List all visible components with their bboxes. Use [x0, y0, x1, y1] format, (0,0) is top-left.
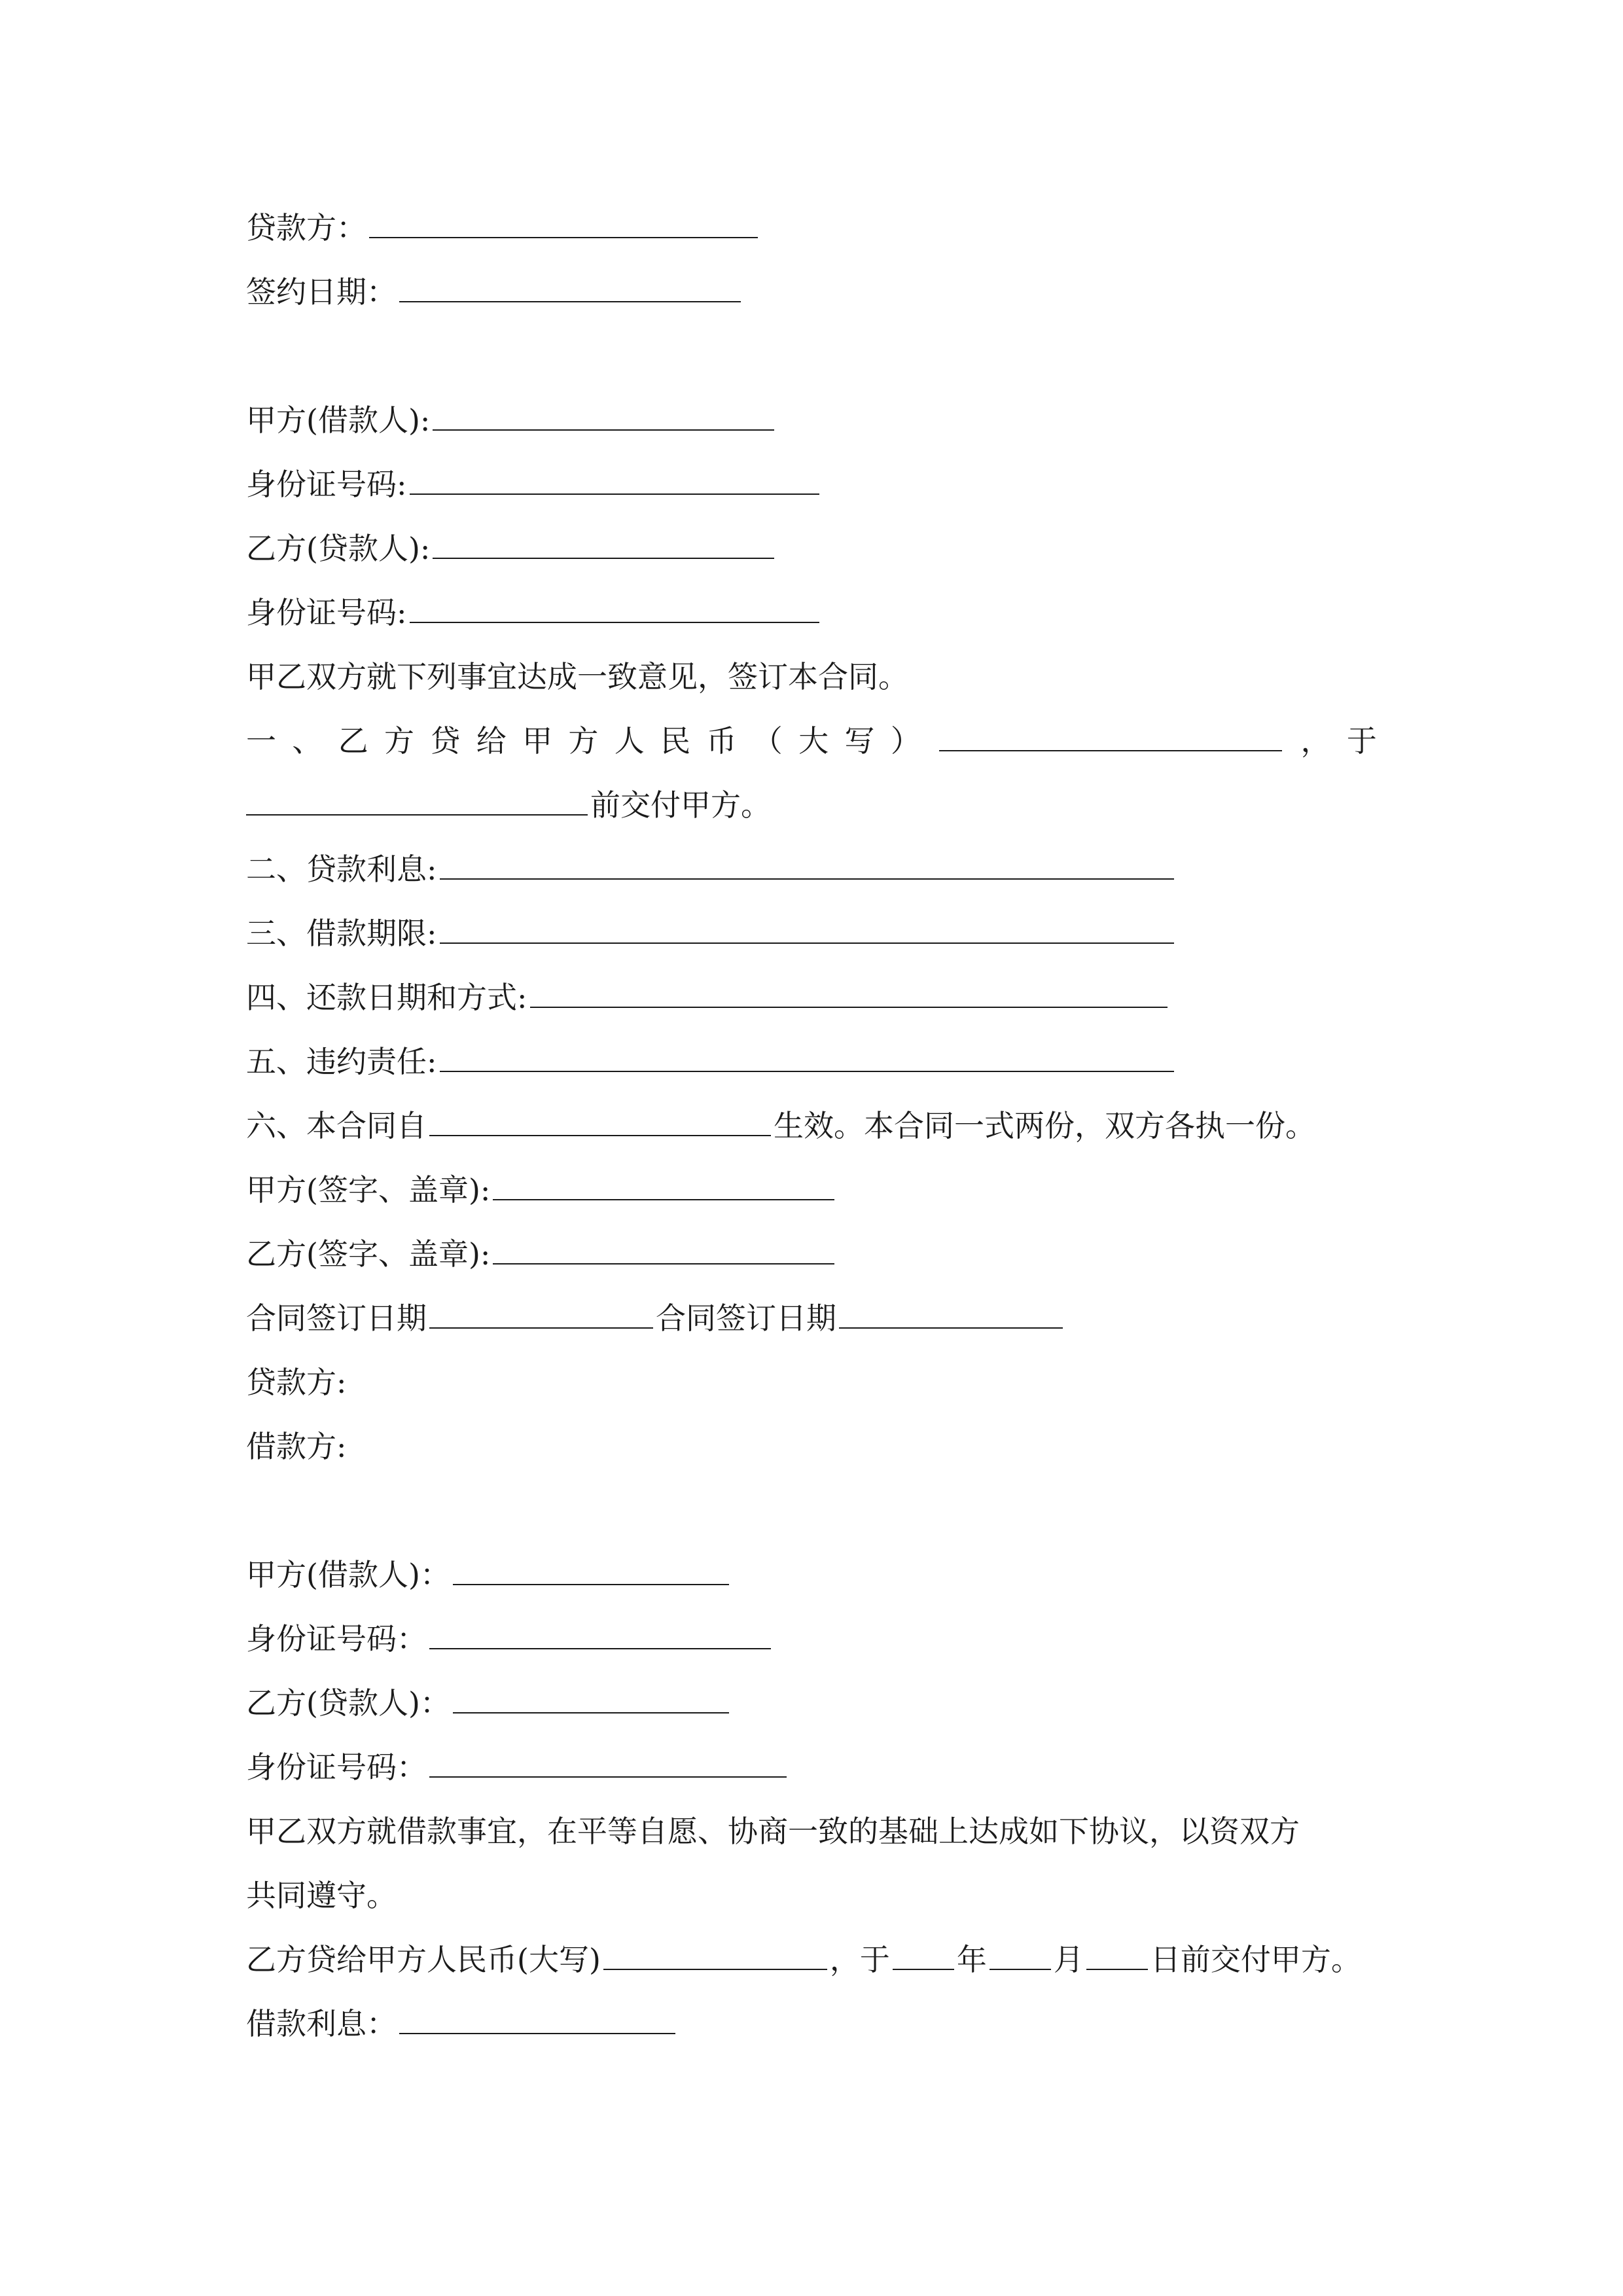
intro-line-2	[246, 1806, 1300, 1856]
loan-year-field[interactable]	[893, 1943, 954, 1970]
clause-1-char: 贷	[430, 723, 461, 759]
intro-text: 甲乙双方就下列事宜达成一致意见，签订本合同。	[246, 659, 908, 694]
sign-date-line	[246, 267, 743, 317]
clause-6-end: 生效。本合同一式两份，双方各执一份。	[774, 1108, 1315, 1143]
loan-month-field[interactable]	[990, 1943, 1051, 1970]
loan-label: 乙方贷给甲方人民币(大写)	[246, 1942, 601, 1977]
loan-year-label: 年	[956, 1942, 987, 1977]
party-a-label: 甲方(借款人)：	[246, 1557, 450, 1592]
clause-1-char: 方	[568, 723, 599, 759]
party-b-id-line	[246, 588, 822, 637]
clause-1-amount-field[interactable]	[939, 724, 1282, 751]
party-a-line	[246, 395, 777, 445]
clause-4-label: 四、还款日期和方式:	[246, 980, 527, 1015]
clause-1-char: 给	[476, 723, 507, 759]
sign-a-line	[246, 1165, 837, 1215]
party-b-field[interactable]	[453, 1686, 729, 1713]
clause-1-char: 、	[292, 723, 323, 759]
loan-line	[246, 1935, 1361, 1984]
party-b-line-2	[246, 1678, 732, 1728]
clause-2-field[interactable]	[440, 852, 1174, 880]
clause-1-char: 民	[660, 723, 691, 759]
lender-field[interactable]	[369, 211, 758, 238]
party-b-label: 乙方(贷款人):	[246, 531, 431, 566]
party-a-field[interactable]	[433, 403, 774, 431]
contract-date-field[interactable]	[839, 1301, 1063, 1329]
interest-field[interactable]	[399, 2007, 675, 2034]
party-a-line-2	[246, 1550, 732, 1600]
interest-label: 借款利息：	[246, 2006, 397, 2041]
clause-5-label: 五、违约责任:	[246, 1044, 437, 1079]
loan-day-label: 日前交付甲方。	[1150, 1942, 1361, 1977]
party-b-id-line-2	[246, 1742, 789, 1792]
contract-date-label: 合同签订日期	[246, 1300, 427, 1336]
party-a-id-line	[246, 459, 822, 509]
clause-1-char: 写	[844, 723, 875, 759]
clause-1-cont-line	[246, 780, 771, 830]
party-b-id-field[interactable]	[429, 1750, 787, 1778]
clause-3-label: 三、借款期限:	[246, 916, 437, 951]
lender-sign-label: 贷款方:	[246, 1365, 347, 1400]
intro-text: 甲乙双方就借款事宜，在平等自愿、协商一致的基础上达成如下协议，以资双方	[246, 1814, 1300, 1849]
sign-a-label: 甲方(签字、盖章):	[246, 1172, 491, 1208]
lender-label: 贷款方：	[246, 210, 366, 245]
sign-a-field[interactable]	[493, 1173, 834, 1200]
clause-1-char: 甲	[522, 723, 553, 759]
party-a-id-field[interactable]	[429, 1622, 771, 1649]
sign-b-field[interactable]	[493, 1237, 834, 1265]
clause-6-start: 六、本合同自	[246, 1108, 427, 1143]
clause-1-char: （	[752, 723, 783, 759]
clause-1-date-field[interactable]	[246, 788, 588, 816]
clause-5-field[interactable]	[440, 1045, 1174, 1072]
clause-4-line	[246, 973, 1170, 1022]
loan-day-field[interactable]	[1086, 1943, 1148, 1970]
borrower-sign-label: 借款方:	[246, 1429, 347, 1464]
sign-date-label: 签约日期：	[246, 274, 397, 310]
clause-6-line	[246, 1101, 1315, 1151]
clause-1-tail: 前交付甲方。	[590, 787, 771, 823]
clause-1-char: 大	[798, 723, 829, 759]
intro-text: 共同遵守。	[246, 1878, 397, 1913]
clause-4-field[interactable]	[530, 980, 1168, 1008]
intro-line	[246, 652, 908, 702]
loan-month-label: 月	[1053, 1942, 1084, 1977]
clause-1-char: 乙	[338, 723, 368, 759]
party-a-id-line-2	[246, 1614, 774, 1664]
clause-1-comma: ，	[1300, 723, 1331, 759]
party-a-id-label: 身份证号码:	[246, 467, 407, 502]
clause-1-char: 人	[614, 723, 645, 759]
party-b-id-label: 身份证号码：	[246, 1749, 427, 1785]
clause-1-char: ）	[890, 723, 921, 759]
party-a-label: 甲方(借款人):	[246, 403, 431, 438]
party-b-id-label: 身份证号码:	[246, 595, 407, 630]
clause-3-field[interactable]	[440, 916, 1174, 944]
contract-date-label: 合同签订日期	[656, 1300, 836, 1336]
lender-line	[246, 203, 760, 253]
sign-b-label: 乙方(签字、盖章):	[246, 1236, 491, 1272]
clause-5-line	[246, 1037, 1177, 1086]
party-b-field[interactable]	[433, 531, 774, 559]
contract-date-line	[246, 1293, 1065, 1343]
loan-yu: ，于	[829, 1942, 890, 1977]
lender-sign-line	[246, 1357, 347, 1407]
party-a-field[interactable]	[453, 1558, 729, 1585]
contract-date-field[interactable]	[429, 1301, 653, 1329]
party-b-id-field[interactable]	[410, 596, 819, 623]
clause-6-date-field[interactable]	[429, 1109, 771, 1136]
clause-3-line	[246, 908, 1177, 958]
clause-1-char: 方	[384, 723, 415, 759]
clause-1-char: 币	[706, 723, 737, 759]
party-b-label: 乙方(贷款人)：	[246, 1685, 450, 1721]
intro-line-2-cont	[246, 1871, 397, 1920]
clause-1-char: 一	[246, 723, 276, 759]
loan-amount-field[interactable]	[603, 1943, 827, 1970]
party-b-line	[246, 524, 777, 573]
clause-2-label: 二、贷款利息:	[246, 852, 437, 887]
sign-date-field[interactable]	[399, 275, 741, 302]
interest-line	[246, 1999, 678, 2049]
party-a-id-field[interactable]	[410, 467, 819, 495]
party-a-id-label: 身份证号码：	[246, 1621, 427, 1657]
clause-1-yu: 于	[1346, 723, 1377, 759]
borrower-sign-line	[246, 1422, 347, 1471]
sign-b-line	[246, 1229, 837, 1279]
clause-2-line	[246, 844, 1177, 894]
clause-1-line	[246, 716, 1377, 766]
